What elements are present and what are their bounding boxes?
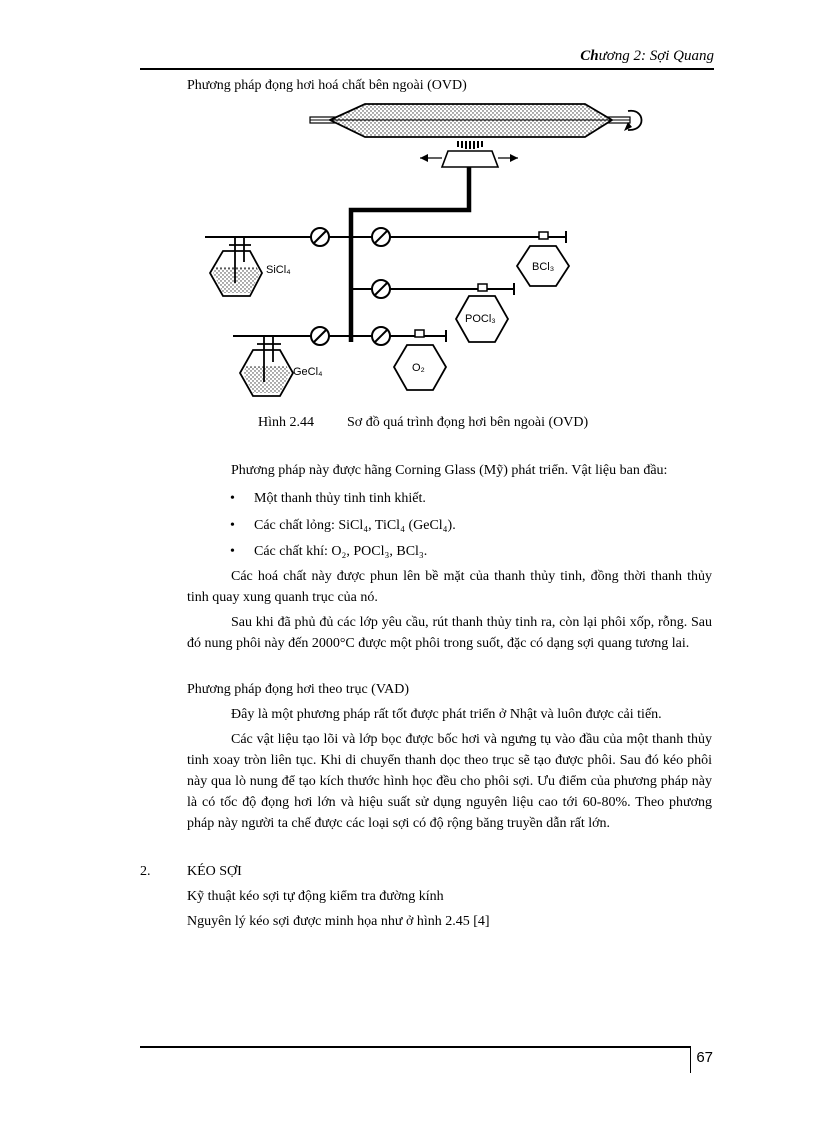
valve-icon (311, 228, 329, 246)
intro-paragraph: Phương pháp này được hãng Corning Glass (Mỹ) phát triển. Vật liệu ban đầu: (231, 463, 668, 478)
section-title: KÉO SỢI (187, 864, 242, 879)
vad-title: Phương pháp đọng hơi theo trục (VAD) (187, 682, 410, 697)
o2-cylinder (394, 330, 446, 390)
valve-icon (372, 280, 390, 298)
bullet-mark: • (230, 544, 235, 559)
label-o2: O₂ (412, 362, 425, 374)
header-chapter-title: ương 2: Sợi Quang (598, 48, 714, 64)
burner (420, 141, 518, 167)
page-number: 67 (690, 1046, 713, 1073)
subheading: Kỹ thuật kéo sợi tự động kiểm tra đường kính (187, 889, 444, 904)
valve-icon (372, 327, 390, 345)
bcl3-cylinder (517, 232, 569, 286)
figure-number: Hình 2.44 (258, 415, 314, 430)
section-number: 2. (140, 864, 151, 879)
bullet-mark: • (230, 491, 235, 506)
paragraph-chemicals: Các hoá chất này được phun lên bề mặt của thanh thủy tinh, đồng thời thanh thủy tinh quay xung quanh trục của nó. (187, 569, 712, 605)
label-bcl3: BCl₃ (532, 261, 555, 273)
gecl4-bubbler (240, 336, 293, 396)
valve-icon (311, 327, 329, 345)
vad-intro: Đây là một phương pháp rất tốt được phát triển ở Nhật và luôn được cải tiến. (231, 707, 662, 722)
valve-icon (372, 228, 390, 246)
label-sicl4: SiCl₄ (266, 264, 291, 276)
label-pocl3: POCl₃ (465, 313, 496, 325)
main-feed-pipe (351, 167, 469, 342)
bullet-text: Một thanh thủy tinh tinh khiết. (254, 491, 426, 506)
label-gecl4: GeCl₄ (293, 366, 323, 378)
paragraph-sintering: Sau khi đã phủ đủ các lớp yêu cầu, rút thanh thủy tinh ra, còn lại phôi xốp, rỗng. Sau đó nung phôi này đến 2000°C được một phôi trong suốt, đặc có dạng sợi quang tương lai. (187, 615, 712, 651)
bullet-text: Các chất lỏng: SiCl₄, TiCl₄ (GeCl₄). (254, 518, 456, 533)
bullet-text: Các chất khí: O₂, POCl₃, BCl₃. (254, 544, 428, 559)
footer-rule (140, 1046, 690, 1048)
vad-paragraph: Các vật liệu tạo lõi và lớp bọc được bốc hơi và ngưng tụ vào đầu của một thanh thủy tinh xoay tròn liên tục. Khi di chuyển thanh dọc theo trục sẽ tạo được phôi. Sau đó kéo phôi này qua lò nung để tạo kích thước hình học đều cho phôi sợi. Ưu điểm của phương pháp này là có tốc độ đọng hơi lớn và hiệu suất sử dụng nguyên liệu cao tới 60-80%. Theo phương pháp này người ta chế được các loại sợi có độ rộng băng truyền dẫn rất lớn. (187, 732, 712, 831)
ovd-title: Phương pháp đọng hơi hoá chất bên ngoài (OVD) (187, 78, 467, 93)
figure-caption: Sơ đồ quá trình đọng hơi bên ngoài (OVD) (347, 415, 589, 430)
figure-reference: Nguyên lý kéo sợi được minh họa như ở hình 2.45 [4] (187, 914, 490, 929)
ovd-diagram (0, 0, 816, 400)
bullet-mark: • (230, 518, 235, 533)
preform-rod (310, 104, 642, 137)
header-chapter-prefix: Ch (580, 48, 599, 64)
sicl4-bubbler (210, 237, 262, 296)
